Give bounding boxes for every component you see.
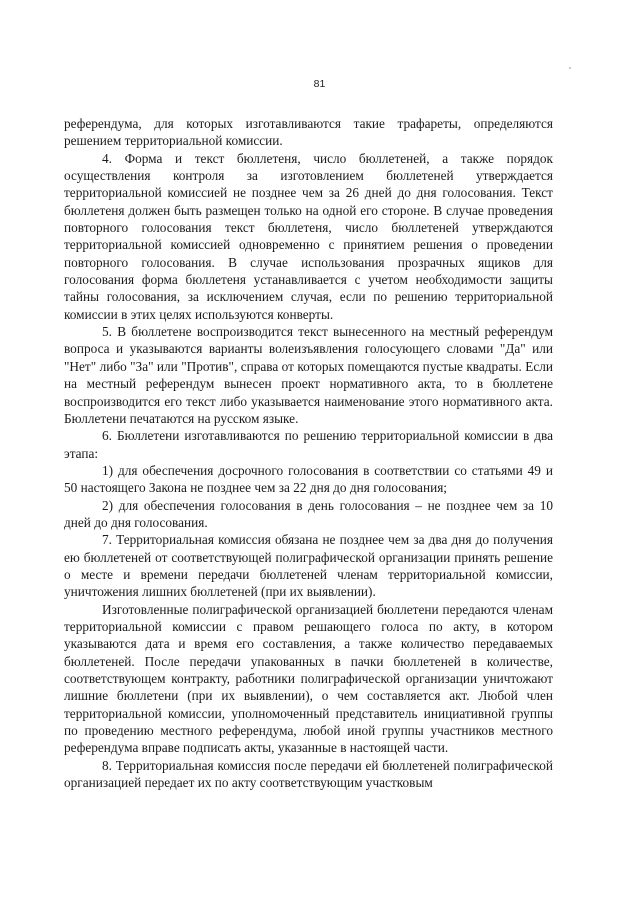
paragraph-clause-5: 5. В бюллетене воспроизводится текст вынесенного на местный референдум вопроса и указываются варианты волеизъявления голосующего словами "Да" или "Нет" либо "За" или "Против", справа от которых помещаются пустые квадраты. Если на местный референдум вынесен проект нормативного акта, то в бюллетене воспроизводится его текст либо указывается наименование этого нормативного акта. Бюллетени печатаются на русском языке. xyxy=(64,324,553,426)
paragraph-clause-7: 7. Территориальная комиссия обязана не позднее чем за два дня до получения ею бюллетеней от соответствующей полиграфической организации принять решение о месте и времени передачи бюллетеней членам территориальной комиссии, уничтожения лишних бюллетеней (при их выявлении). xyxy=(64,532,553,600)
body-text xyxy=(64,115,553,791)
paragraph-clause-6-item-1: 1) для обеспечения досрочного голосования в соответствии со статьями 49 и 50 настоящего Закона не позднее чем за 22 дня до дня голосования; xyxy=(64,462,553,496)
paragraph-clause-8: 8. Территориальная комиссия после передачи ей бюллетеней полиграфической организацией передает их по акту соответствующим участковым xyxy=(64,757,553,791)
scan-artifact xyxy=(569,67,571,69)
paragraph-clause-4: 4. Форма и текст бюллетеня, число бюллетеней, а также порядок осуществления контроля за изготовлением бюллетеней утверждается территориальной комиссией не позднее чем за 26 дней до дня голосования. Текст бюллетеня должен быть размещен только на одной его стороне. В случае проведения повторного голосования текст бюллетеня, число бюллетеней утверждаются территориальной комиссией одновременно с принятием решения о проведении повторного голосования. В случае использования прозрачных ящиков для голосования форма бюллетеня устанавливается с учетом необходимости защиты тайны голосования, за исключением случая, если по решению территориальной комиссии в этих целях используются конверты. xyxy=(64,150,553,322)
paragraph-clause-6: 6. Бюллетени изготавливаются по решению территориальной комиссии в два этапа: xyxy=(64,428,553,461)
paragraph-clause-7-transfer: Изготовленные полиграфической организацией бюллетени передаются членам территориальной комиссии с правом решающего голоса по акту, в котором указываются дата и время его составления, а также количество передаваемых бюллетеней. После передачи упакованных в пачки бюллетеней в количестве, соответствующем контракту, работники полиграфической организации уничтожают лишние бюллетени (при их выявлении), о чем составляется акт. Любой член территориальной комиссии, уполномоченный представитель инициативной группы по проведению местного референдума, любой иной группы участников местного референдума вправе подписать акты, указанные в настоящей части. xyxy=(64,601,553,756)
paragraph-continuation: референдума, для которых изготавливаются такие трафареты, определяются решением территориальной комиссии. xyxy=(64,116,553,149)
paragraph-clause-6-item-2: 2) для обеспечения голосования в день голосования – не позднее чем за 10 дней до дня голосования. xyxy=(64,497,553,530)
page-number: 81 xyxy=(313,78,326,90)
